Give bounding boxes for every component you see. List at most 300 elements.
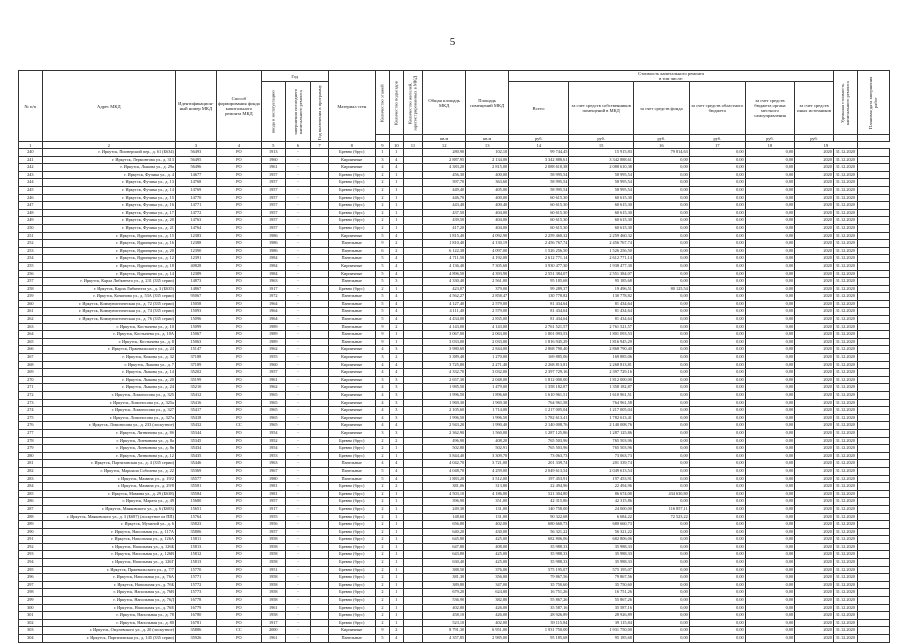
cell-year-built: 1958 — [261, 597, 285, 605]
cell-cost-federal: 0,00 — [633, 437, 689, 445]
cell-entrances: 3 — [389, 346, 403, 354]
cell-residents — [403, 490, 422, 498]
cell-year-built: 1965 — [261, 392, 285, 400]
cell-plan-finish-date — [857, 361, 889, 369]
cell-cost-federal: 0,00 — [633, 247, 689, 255]
cell-total-area: 8 791,30 — [423, 627, 466, 635]
cell-cost-federal: 79 814,63 — [633, 149, 689, 157]
cell-year-included — [311, 262, 328, 270]
cell-floors: 2 — [375, 445, 389, 453]
cell-total-area: 280,90 — [423, 149, 466, 157]
cell-year-built: 1955 — [261, 513, 285, 521]
cell-plan-finish-date — [857, 543, 889, 551]
cell-residents — [403, 528, 422, 536]
cell-residents — [403, 278, 422, 286]
cell-premises-area: 1 996,50 — [466, 414, 509, 422]
cell-walls: Панельные — [328, 323, 375, 331]
cell-cost-other: 2020 — [795, 597, 834, 605]
cell-premises-area: 4 192,00 — [466, 255, 509, 263]
cell-address: г. Иркутск, Омулевского ул., д. 20 (лоскутное) — [42, 627, 175, 635]
cell-row-number: 264 — [19, 331, 43, 339]
cell-year-plan: 31.12.2020 — [833, 513, 857, 521]
cell-cost-total: 3 930 477,30 — [509, 262, 569, 270]
cell-premises-area: 3 721,00 — [466, 460, 509, 468]
cell-year-included — [311, 149, 328, 157]
cell-total-area: 640,20 — [423, 528, 466, 536]
cell-id-number: 56496 — [175, 164, 216, 172]
cell-year-included — [311, 627, 328, 635]
column-number: 13 — [466, 142, 509, 149]
cell-walls: Бревно (брус) — [328, 171, 375, 179]
cell-residents — [403, 429, 422, 437]
unit-rub-owners: руб. — [569, 135, 634, 142]
cell-entrances: 1 — [389, 498, 403, 506]
col-header-year-last-repair: завершения последнего капитального ремонта — [285, 82, 311, 142]
cell-row-number: 281 — [19, 460, 43, 468]
cell-address: г. Иркутск, Фучика ул., д. 20 — [42, 217, 175, 225]
cell-plan-finish-date — [857, 293, 889, 301]
cell-address: г. Иркутск, Карла Либкнехта ул., д. 3 (Б635) — [42, 285, 175, 293]
cell-cost-federal: 72 523,22 — [633, 513, 689, 521]
cell-year-built: 1957 — [261, 171, 285, 179]
cell-entrances: 2 — [389, 483, 403, 491]
column-number: 19 — [795, 142, 857, 149]
cell-cost-regional: 0,00 — [689, 384, 745, 392]
cell-plan-finish-date — [857, 597, 889, 605]
cell-cost-regional: 0,00 — [689, 407, 745, 415]
col-header-federal: за счет средств фонда — [633, 82, 689, 135]
cell-year-plan: 31.12.2020 — [833, 179, 857, 187]
cell-year-last-repair: - — [285, 179, 311, 187]
cell-year-plan: 31.12.2020 — [833, 521, 857, 529]
unit-kvm-total: кв.м — [423, 135, 466, 142]
table-row — [19, 262, 890, 270]
cell-year-plan: 31.12.2020 — [833, 156, 857, 164]
cell-cost-federal: 0,00 — [633, 635, 689, 643]
cell-fund-method: РО — [216, 293, 261, 301]
cell-cost-other: 2020 — [795, 346, 834, 354]
cell-year-plan: 31.12.2020 — [833, 262, 857, 270]
cell-cost-owners: 60 615,30 — [569, 224, 634, 232]
cell-address: г. Иркутск, Коммунистическая ул., д. 74 (335 серии) — [42, 308, 175, 316]
cell-year-last-repair: - — [285, 361, 311, 369]
cell-cost-local: 0,00 — [745, 217, 794, 225]
cell-entrances: 4 — [389, 293, 403, 301]
cell-fund-method: СС — [216, 422, 261, 430]
cell-id-number: 37188 — [175, 354, 216, 362]
cell-cost-total: 58 995,54 — [509, 171, 569, 179]
cell-entrances: 1 — [389, 566, 403, 574]
cell-cost-owners: 24 000,00 — [569, 505, 634, 513]
cell-cost-total: 1 217 005,04 — [509, 407, 569, 415]
cell-residents — [403, 543, 422, 551]
cell-year-last-repair: - — [285, 414, 311, 422]
cell-cost-other: 2020 — [795, 635, 834, 643]
cell-entrances: 1 — [389, 202, 403, 210]
cell-year-built: 1961 — [261, 635, 285, 643]
cell-cost-other: 2020 — [795, 247, 834, 255]
cell-cost-local: 0,00 — [745, 376, 794, 384]
cell-residents — [403, 407, 422, 415]
table-row — [19, 316, 890, 324]
cell-address: г. Иркутск, Ломоносова ул., д. 233 (лоскутное) — [42, 422, 175, 430]
cell-cost-federal: 0,00 — [633, 202, 689, 210]
cell-cost-total: 765 503,96 — [509, 445, 569, 453]
cell-total-area: 4 048,70 — [423, 467, 466, 475]
cell-residents — [403, 384, 422, 392]
cell-cost-total: 81 434,64 — [509, 316, 569, 324]
cell-cost-owners: 680 660,73 — [569, 521, 634, 529]
table-row — [19, 467, 890, 475]
cell-year-last-repair: - — [285, 475, 311, 483]
cell-cost-total: 16 751,26 — [509, 589, 569, 597]
cell-cost-owners: 28 926,89 — [569, 612, 634, 620]
cell-address: г. Иркутск, Фучика ул., д. 21 — [42, 224, 175, 232]
cell-cost-federal: 0,00 — [633, 224, 689, 232]
cell-total-area: 2 943,20 — [423, 422, 466, 430]
cell-year-included — [311, 308, 328, 316]
cell-id-number: 14770 — [175, 194, 216, 202]
cell-entrances: 4 — [389, 422, 403, 430]
cell-row-number: 266 — [19, 346, 43, 354]
cell-cost-regional: 0,00 — [689, 475, 745, 483]
cell-year-built: 1951 — [261, 566, 285, 574]
cell-cost-total: 60 615,30 — [509, 209, 569, 217]
cell-year-included — [311, 445, 328, 453]
cell-cost-regional: 0,00 — [689, 354, 745, 362]
cell-cost-owners: 81 434,64 — [569, 316, 634, 324]
cell-cost-total: 197 453,91 — [509, 475, 569, 483]
table-row — [19, 399, 890, 407]
cell-cost-local: 0,00 — [745, 505, 794, 513]
cell-year-included — [311, 635, 328, 643]
cell-year-included — [311, 467, 328, 475]
cell-year-built: 1957 — [261, 179, 285, 187]
cell-floors: 5 — [375, 300, 389, 308]
cell-total-area: 2 362,90 — [423, 429, 466, 437]
cell-entrances: 3 — [389, 399, 403, 407]
cell-cost-regional: 0,00 — [689, 505, 745, 513]
column-number: 7 — [311, 142, 328, 149]
cell-year-built: 1963 — [261, 460, 285, 468]
cell-cost-regional: 0,00 — [689, 308, 745, 316]
cell-walls: Панельные — [328, 293, 375, 301]
cell-cost-regional: 0,00 — [689, 361, 745, 369]
cell-id-number: 35202 — [175, 369, 216, 377]
cell-year-plan: 31.12.2020 — [833, 483, 857, 491]
cell-address: г. Иркутск, Ядринцева ул., д. 12 — [42, 255, 175, 263]
cell-year-included — [311, 217, 328, 225]
cell-cost-regional: 0,00 — [689, 635, 745, 643]
cell-fund-method: РО — [216, 513, 261, 521]
cell-cost-federal: 0,00 — [633, 384, 689, 392]
cell-year-built: 1958 — [261, 559, 285, 567]
cell-cost-regional: 0,00 — [689, 240, 745, 248]
cell-year-built: 2000 — [261, 627, 285, 635]
cell-cost-local: 0,00 — [745, 475, 794, 483]
cell-year-last-repair: - — [285, 498, 311, 506]
cell-cost-other: 2020 — [795, 376, 834, 384]
table-row — [19, 597, 890, 605]
cell-floors: 5 — [375, 316, 389, 324]
cell-floors: 2 — [375, 521, 389, 529]
cell-cost-local: 0,00 — [745, 316, 794, 324]
cell-cost-other: 2020 — [795, 627, 834, 635]
cell-walls: Бревно (брус) — [328, 604, 375, 612]
cell-row-number: 274 — [19, 407, 43, 415]
cell-cost-regional: 0,00 — [689, 445, 745, 453]
cell-cost-owners: 58 995,54 — [569, 179, 634, 187]
cell-address: г. Иркутск, Напольная ул., д. 76Б — [42, 581, 175, 589]
cell-id-number: 15813 — [175, 559, 216, 567]
cell-fund-method: РО — [216, 543, 261, 551]
cell-address: г. Иркутск, Напольная ул., д. 126А — [42, 536, 175, 544]
cell-year-last-repair: - — [285, 422, 311, 430]
cell-walls: Бревно (брус) — [328, 445, 375, 453]
cell-year-built: 1981 — [261, 490, 285, 498]
cell-fund-method: РО — [216, 194, 261, 202]
cell-residents — [403, 232, 422, 240]
cell-cost-total: 35 988,33 — [509, 551, 569, 559]
cell-cost-federal: 0,00 — [633, 232, 689, 240]
column-number: 12 — [423, 142, 466, 149]
cell-walls: Кирпичные — [328, 414, 375, 422]
cell-cost-local: 0,00 — [745, 627, 794, 635]
cell-row-number: 249 — [19, 217, 43, 225]
cell-cost-regional: 0,00 — [689, 612, 745, 620]
cell-cost-total: 60 615,30 — [509, 224, 569, 232]
cell-cost-other: 2020 — [795, 270, 834, 278]
cell-cost-owners: 765 503,96 — [569, 445, 634, 453]
cell-entrances: 1 — [389, 445, 403, 453]
cell-residents — [403, 354, 422, 362]
cell-premises-area: 2 858,47 — [466, 293, 509, 301]
cell-cost-total: 1 358 182,87 — [509, 384, 569, 392]
cell-year-plan: 31.12.2020 — [833, 224, 857, 232]
cell-fund-method: РО — [216, 581, 261, 589]
cell-cost-federal: 0,00 — [633, 559, 689, 567]
cell-entrances: 1 — [389, 217, 403, 225]
cell-floors: 2 — [375, 217, 389, 225]
cell-cost-federal: 0,00 — [633, 240, 689, 248]
cell-id-number: 14867 — [175, 285, 216, 293]
cell-row-number: 269 — [19, 369, 43, 377]
cell-cost-total: 1 782 613,41 — [509, 414, 569, 422]
cell-total-area: 643,80 — [423, 551, 466, 559]
cell-residents — [403, 156, 422, 164]
cell-year-included — [311, 202, 328, 210]
cell-year-plan: 31.12.2020 — [833, 597, 857, 605]
cell-address: г. Иркутск, Лыкова ул., д. 14 — [42, 369, 175, 377]
cell-year-last-repair: - — [285, 597, 311, 605]
cell-row-number: 263 — [19, 323, 43, 331]
cell-plan-finish-date — [857, 171, 889, 179]
cell-floors: 5 — [375, 255, 389, 263]
cell-entrances: 3 — [389, 278, 403, 286]
cell-plan-finish-date — [857, 346, 889, 354]
cell-fund-method: РО — [216, 308, 261, 316]
table-row — [19, 528, 890, 536]
cell-total-area: 679,20 — [423, 589, 466, 597]
table-row — [19, 270, 890, 278]
cell-fund-method: РО — [216, 224, 261, 232]
cell-floors: 2 — [375, 619, 389, 627]
cell-cost-regional: 0,00 — [689, 452, 745, 460]
unit-empty — [389, 135, 403, 142]
cell-plan-finish-date — [857, 559, 889, 567]
cell-year-built: 1953 — [261, 452, 285, 460]
table-row — [19, 392, 890, 400]
cell-walls: Кирпичные — [328, 627, 375, 635]
cell-year-plan: 31.12.2020 — [833, 429, 857, 437]
table-row — [19, 285, 890, 293]
col-header-address: Адрес МКД — [42, 71, 175, 142]
cell-year-built: 1957 — [261, 369, 285, 377]
cell-entrances: 4 — [389, 308, 403, 316]
cell-total-area: 656,80 — [423, 521, 466, 529]
cell-year-built: 1957 — [261, 194, 285, 202]
cell-entrances: 4 — [389, 270, 403, 278]
cost-group-incl: в том числе: — [659, 76, 684, 81]
cell-entrances: 1 — [389, 604, 403, 612]
cell-cost-owners: 2 761 521,57 — [569, 323, 634, 331]
cell-floors: 2 — [375, 559, 389, 567]
cell-cost-local: 0,00 — [745, 240, 794, 248]
cell-cost-total: 73 063,73 — [509, 452, 569, 460]
cell-cost-local: 0,00 — [745, 429, 794, 437]
cell-id-number: 35412 — [175, 392, 216, 400]
cell-id-number: 35926 — [175, 635, 216, 643]
cell-year-built: 1956 — [261, 521, 285, 529]
cell-year-included — [311, 156, 328, 164]
cell-floors: 5 — [375, 270, 389, 278]
cell-fund-method: РО — [216, 270, 261, 278]
cell-cost-other: 2020 — [795, 619, 834, 627]
cell-cost-federal: 0,00 — [633, 331, 689, 339]
cell-year-last-repair: - — [285, 429, 311, 437]
cell-id-number: 14763 — [175, 217, 216, 225]
cell-year-last-repair: - — [285, 604, 311, 612]
cell-cost-local: 0,00 — [745, 619, 794, 627]
cell-walls: Кирпичные — [328, 429, 375, 437]
cell-total-area: 3 389,40 — [423, 354, 466, 362]
cell-cost-owners: 1 287 125,86 — [569, 429, 634, 437]
cell-residents — [403, 566, 422, 574]
cell-year-included — [311, 536, 328, 544]
table-row — [19, 445, 890, 453]
cell-premises-area: 425,00 — [466, 536, 509, 544]
cell-address: г. Иркутск, Маяковского ул., д. 6 (Б683) — [42, 505, 175, 513]
cell-cost-federal: 0,00 — [633, 270, 689, 278]
cell-cost-total: 39 115,84 — [509, 619, 569, 627]
cell-residents — [403, 293, 422, 301]
cell-cost-regional: 0,00 — [689, 543, 745, 551]
cell-entrances: 2 — [389, 323, 403, 331]
cell-cost-federal: 434 630,80 — [633, 490, 689, 498]
cell-year-built: 1989 — [261, 331, 285, 339]
table-row — [19, 247, 890, 255]
cell-year-built: 1957 — [261, 209, 285, 217]
cell-cost-owners: 16 751,26 — [569, 589, 634, 597]
cell-year-built: 1958 — [261, 551, 285, 559]
cell-fund-method: РО — [216, 149, 261, 157]
cell-address: г. Иркутск, Партизанская ул., д. 145 (335 серии) — [42, 635, 175, 643]
cell-cost-local: 0,00 — [745, 179, 794, 187]
cell-fund-method: РО — [216, 262, 261, 270]
cell-address: г. Иркутск, Ломоносова ул., д. 325а — [42, 399, 175, 407]
cell-premises-area: 404,00 — [466, 224, 509, 232]
table-row — [19, 407, 890, 415]
cell-cost-federal: 0,00 — [633, 429, 689, 437]
cell-year-last-repair: - — [285, 574, 311, 582]
cell-cost-other: 2020 — [795, 604, 834, 612]
cell-walls: Бревно (брус) — [328, 551, 375, 559]
cell-year-included — [311, 331, 328, 339]
cell-cost-local: 0,00 — [745, 452, 794, 460]
cell-floors: 2 — [375, 612, 389, 620]
cell-cost-federal: 0,00 — [633, 407, 689, 415]
unit-empty — [403, 135, 422, 142]
cell-cost-total: 99 744,45 — [509, 149, 569, 157]
cell-year-built: 1984 — [261, 270, 285, 278]
cell-cost-federal: 0,00 — [633, 323, 689, 331]
table-row — [19, 293, 890, 301]
table-row — [19, 156, 890, 164]
cell-cost-other: 2020 — [795, 589, 834, 597]
cell-cost-local: 0,00 — [745, 202, 794, 210]
cell-row-number: 268 — [19, 361, 43, 369]
cell-cost-regional: 0,00 — [689, 232, 745, 240]
cell-id-number: 15058 — [175, 300, 216, 308]
table-row — [19, 300, 890, 308]
cell-cost-owners: 169 885,06 — [569, 354, 634, 362]
table-row — [19, 498, 890, 506]
cell-cost-owners: 19 496,51 — [569, 285, 634, 293]
cell-cost-owners: 35 988,33 — [569, 559, 634, 567]
cell-plan-finish-date — [857, 217, 889, 225]
cell-year-plan: 31.12.2020 — [833, 467, 857, 475]
cell-year-included — [311, 589, 328, 597]
cell-cost-regional: 0,00 — [689, 521, 745, 529]
cell-id-number: 35344 — [175, 429, 216, 437]
cell-year-built: 1963 — [261, 278, 285, 286]
cell-year-plan: 31.12.2020 — [833, 635, 857, 643]
cell-cost-total: 56 321,22 — [509, 528, 569, 536]
col-header-fund-method: Способ формирования фонда капитального ремонта МКД — [216, 71, 261, 142]
cell-cost-other: 2020 — [795, 551, 834, 559]
cell-row-number: 240 — [19, 149, 43, 157]
cell-cost-other: 2020 — [795, 445, 834, 453]
cell-cost-owners: 81 434,64 — [569, 300, 634, 308]
cell-year-included — [311, 483, 328, 491]
cell-floors: 2 — [375, 566, 389, 574]
cell-cost-federal: 0,00 — [633, 452, 689, 460]
cell-residents — [403, 240, 422, 248]
cell-total-area: 645,80 — [423, 536, 466, 544]
cell-cost-regional: 0,00 — [689, 414, 745, 422]
cell-cost-local: 0,00 — [745, 278, 794, 286]
cell-residents — [403, 619, 422, 627]
cell-id-number: 35435 — [175, 452, 216, 460]
cell-cost-owners: 60 615,30 — [569, 202, 634, 210]
cell-cost-federal: 0,00 — [633, 156, 689, 164]
column-number: 3 — [175, 142, 216, 149]
cell-fund-method: РО — [216, 505, 261, 513]
cell-floors: 1 — [375, 149, 389, 157]
cell-year-plan: 31.12.2020 — [833, 619, 857, 627]
cell-premises-area: 1 990,40 — [466, 422, 509, 430]
table-row — [19, 559, 890, 567]
